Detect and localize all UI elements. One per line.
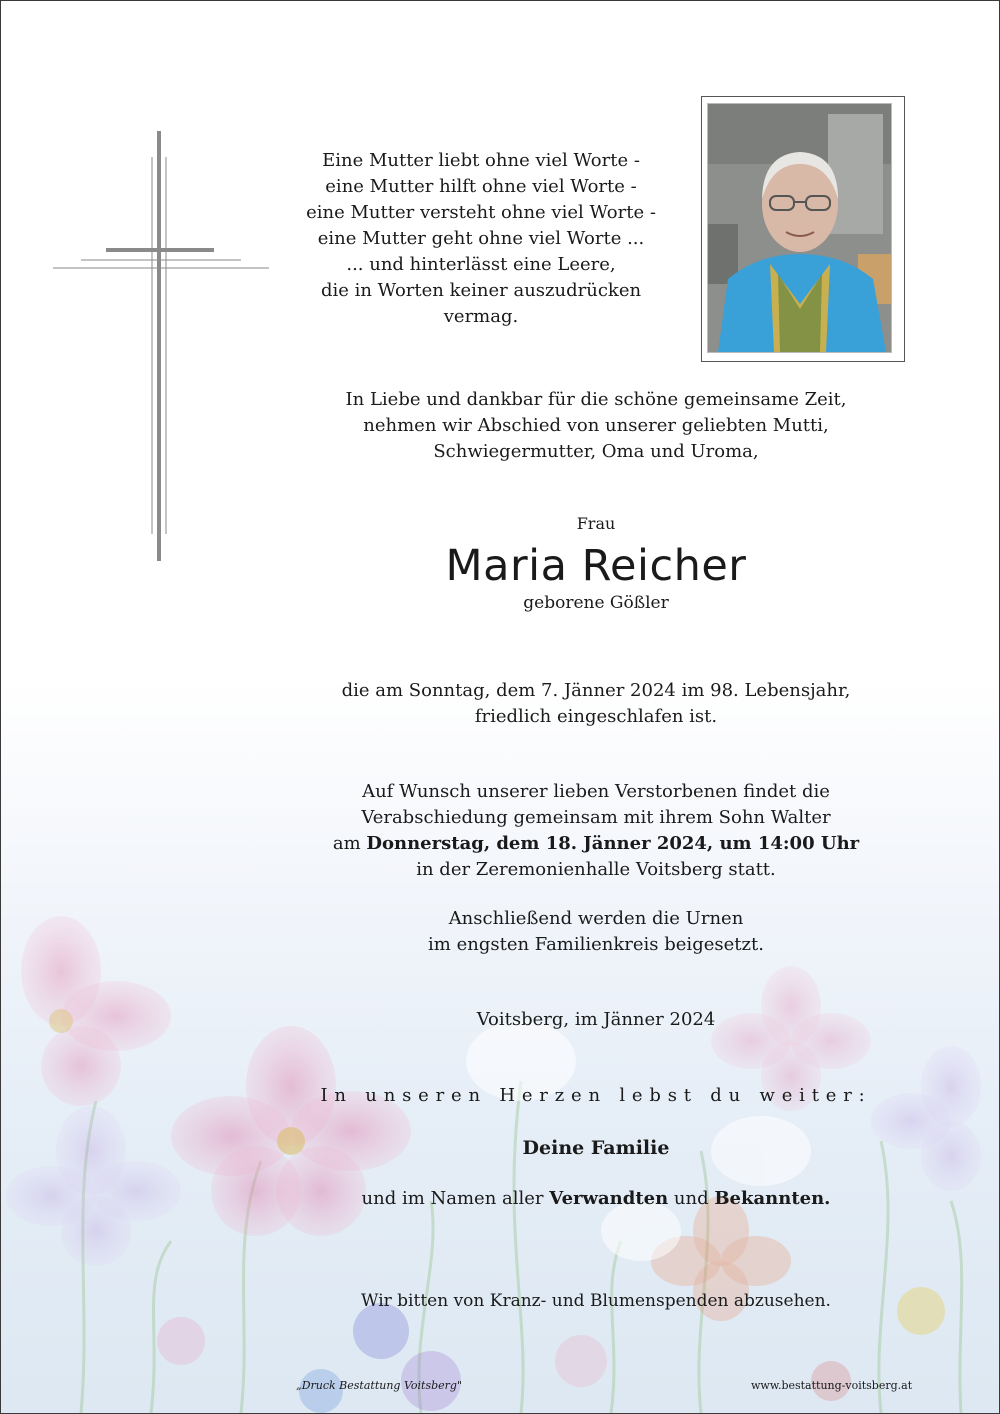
service-date: Donnerstag, dem 18. Jänner 2024, um 14:00 Uhr — [366, 833, 860, 854]
portrait-frame — [701, 96, 905, 362]
death-line: die am Sonntag, dem 7. Jänner 2024 im 98. Lebensjahr, — [341, 680, 851, 701]
urn-line: im engsten Familienkreis beigesetzt. — [428, 934, 764, 955]
poem-line: eine Mutter hilft ohne viel Worte - — [325, 176, 637, 197]
poem-line: ... und hinterlässt eine Leere, — [346, 254, 616, 275]
death-line: friedlich eingeschlafen ist. — [474, 706, 718, 727]
intro-line: In Liebe und dankbar für die schöne gemeinsame Zeit, — [345, 389, 847, 410]
footer-printer: „Druck Bestattung Voitsberg" — [296, 1379, 462, 1392]
intro-text — [301, 387, 891, 465]
service-date-prefix: am — [332, 833, 367, 854]
family-signature: Deine Familie — [522, 1137, 670, 1159]
salutation: Frau — [576, 514, 616, 533]
urn-line: Anschließend werden die Urnen — [448, 908, 744, 929]
poem-line: die in Worten keiner auszudrücken vermag. — [320, 280, 642, 327]
place-date: Voitsberg, im Jänner 2024 — [476, 1009, 716, 1030]
poem-line: eine Mutter versteht ohne viel Worte - — [306, 202, 656, 223]
poem-line: Eine Mutter liebt ohne viel Worte - — [322, 150, 640, 171]
relatives-line — [301, 1188, 891, 1209]
relatives-bold-1: Verwandten — [549, 1188, 669, 1209]
poem — [281, 148, 681, 330]
portrait-photo — [707, 103, 892, 353]
service-line: in der Zeremonienhalle Voitsberg statt. — [416, 859, 776, 880]
relatives-prefix: und im Namen aller — [361, 1188, 550, 1209]
poem-line: eine Mutter geht ohne viel Worte ... — [317, 228, 645, 249]
service-line — [301, 831, 891, 857]
motto: In unseren Herzen lebst du weiter: — [320, 1085, 872, 1106]
cross-icon — [51, 129, 271, 564]
intro-line: nehmen wir Abschied von unserer geliebten Mutti, — [363, 415, 829, 436]
death-notice — [301, 678, 891, 730]
deceased-name: Maria Reicher — [445, 541, 747, 591]
urn-notice — [301, 906, 891, 958]
maiden-name: geborene Gößler — [523, 593, 669, 613]
footer-website[interactable]: www.bestattung-voitsberg.at — [751, 1379, 913, 1392]
service-line: Auf Wunsch unserer lieben Verstorbenen findet die — [362, 781, 830, 802]
intro-line: Schwiegermutter, Oma und Uroma, — [433, 441, 759, 462]
relatives-bold-2: Bekannten. — [714, 1188, 831, 1209]
donation-note: Wir bitten von Kranz- und Blumenspenden abzusehen. — [361, 1291, 831, 1311]
relatives-mid: und — [668, 1188, 715, 1209]
portrait-image — [708, 104, 891, 352]
service-line: Verabschiedung gemeinsam mit ihrem Sohn Walter — [361, 807, 831, 828]
service-details — [301, 779, 891, 883]
